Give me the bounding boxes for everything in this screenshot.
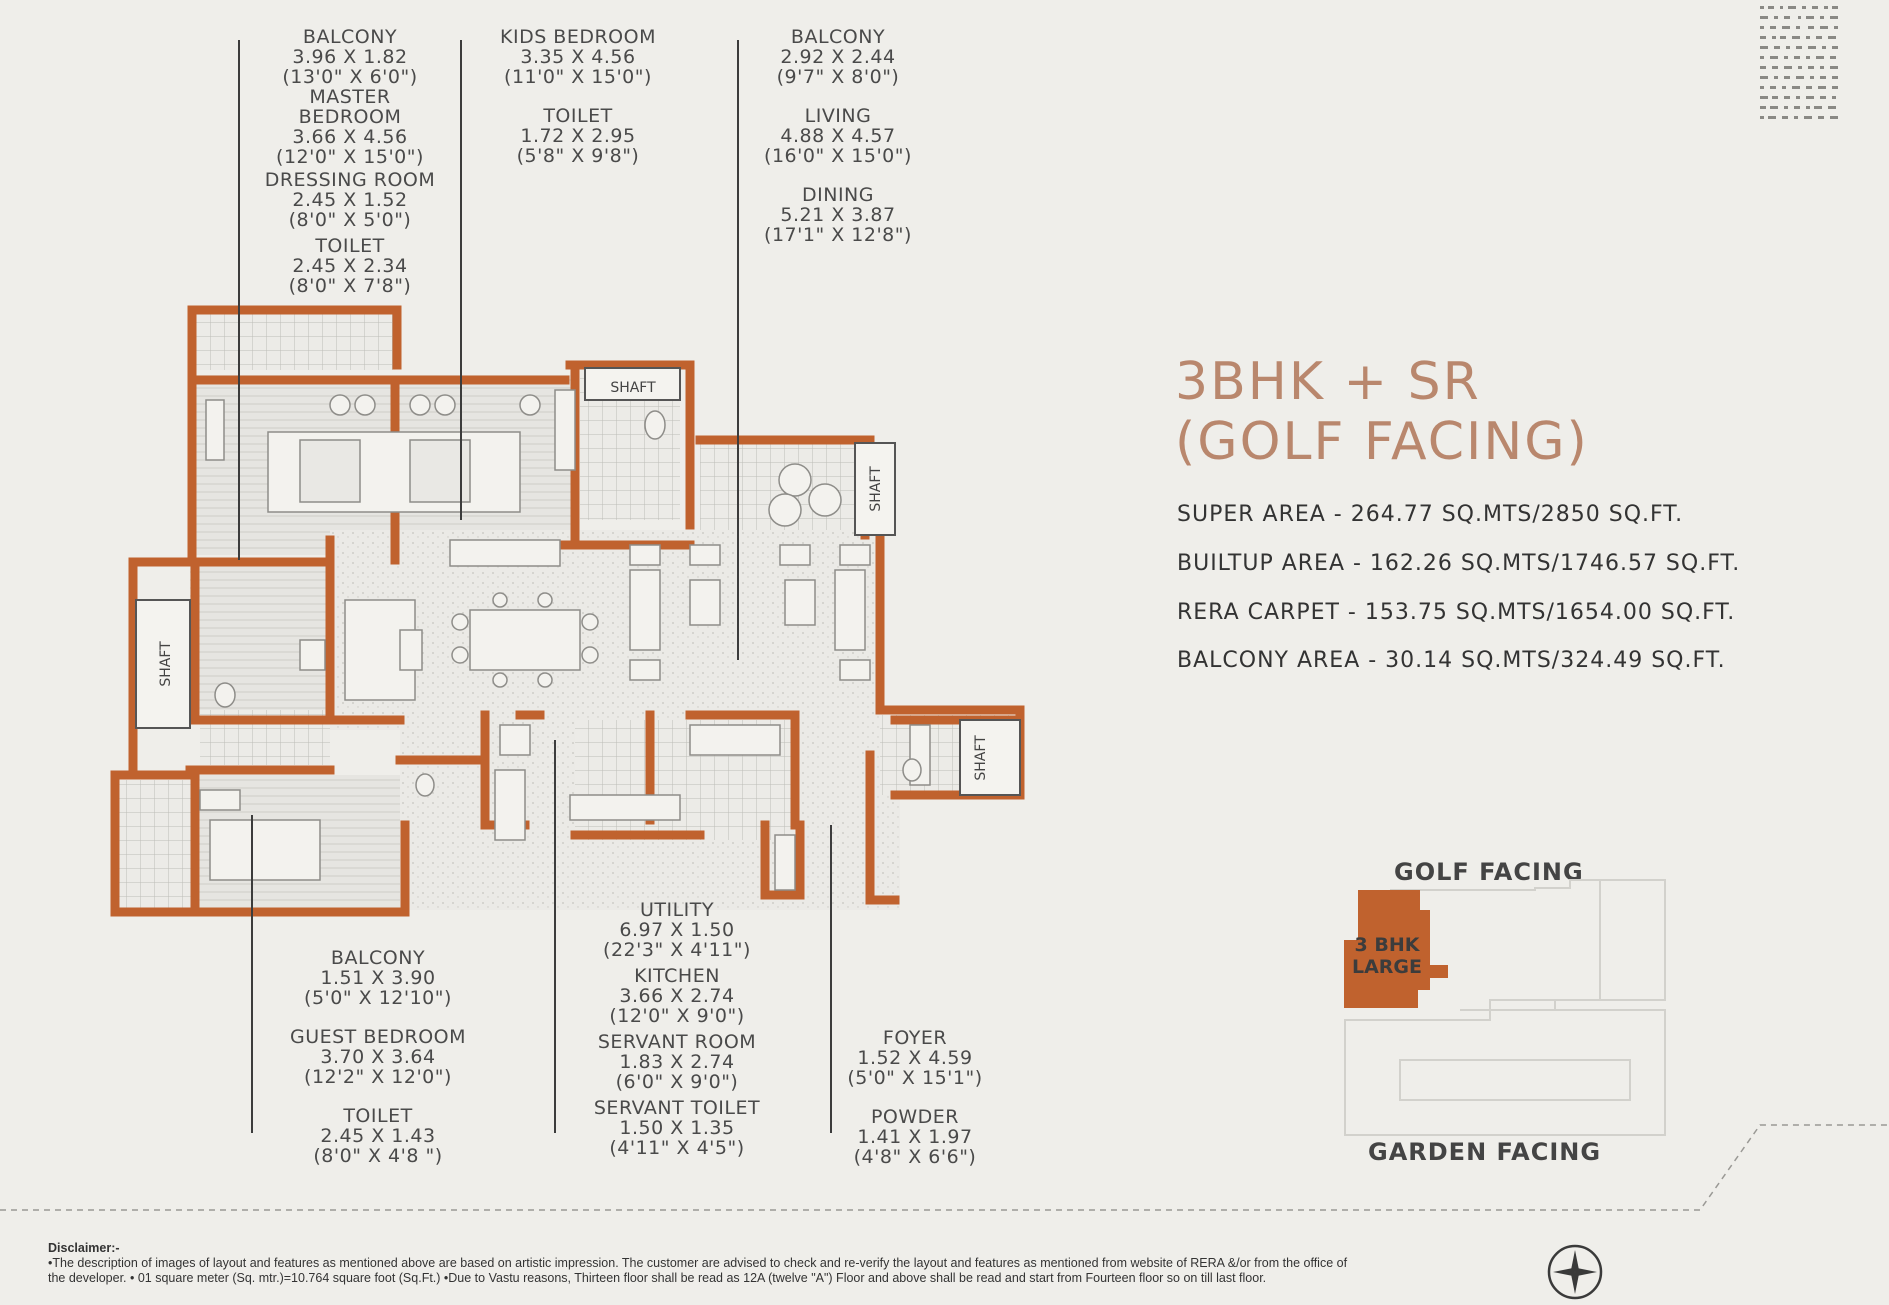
rera-carpet-area: RERA CARPET - 153.75 SQ.MTS/1654.00 SQ.FT. [1177, 600, 1736, 625]
plan-title-line2: (GOLF FACING) [1175, 412, 1589, 472]
disclaimer [48, 1241, 1348, 1286]
room-labels-bottom-left: BALCONY 1.51 X 3.90 (5'0" X 12'10") GUEST BEDROOM 3.70 X 3.64 (12'2" X 12'0") TOILET 2.45 X 1.43 (8'0" X 4'8 ") [289, 947, 466, 1167]
disclaimer-title: Disclaimer:- [48, 1241, 120, 1255]
disclaimer-text: •The description of images of layout and features as mentioned above are based on artistic impression. The customer are advised to check and re-verify the layout and features as mentioned from website of RERA &/or from the office of the developer. • 01 square meter (Sq. mtr.)=10.764 square foot (Sq.Ft.) •Due to Vastu reasons, Thirteen floor shall be read as 12A (twelve "A") Floor and above shall be read and start from Fourteen floor so on till last floor. [48, 1256, 1348, 1285]
guest-bed [210, 820, 320, 880]
plan-title-line1: 3BHK + SR [1175, 352, 1481, 412]
builtup-area: BUILTUP AREA - 162.26 SQ.MTS/1746.57 SQ.FT. [1177, 551, 1741, 576]
golf-facing-label: GOLF FACING [1394, 858, 1584, 886]
dressing-room-floor [190, 560, 330, 710]
balcony-top-left [190, 310, 395, 370]
shaft-label-right-bottom: SHAFT [973, 735, 989, 781]
leader-line-5 [554, 740, 556, 1133]
sofa-left [630, 570, 660, 650]
room-labels-bottom-center: UTILITY 6.97 X 1.50 (22'3" X 4'11") KITCHEN 3.66 X 2.74 (12'0" X 9'0") SERVANT ROOM 1.83 X 2.74 (6'0" X 9'0") SERVANT TOILET 1.50 X 1.35 (4'11" X 4'5") [593, 899, 761, 1159]
garden-facing-label: GARDEN FACING [1368, 1138, 1602, 1166]
room-labels-bottom-right: FOYER 1.52 X 4.59 (5'0" X 15'1") POWDER 1.41 X 1.97 (4'8" X 6'6") [847, 1027, 983, 1168]
key-plan [1330, 850, 1690, 1190]
balcony-bottom-left [115, 780, 195, 910]
balcony-area: BALCONY AREA - 30.14 SQ.MTS/324.49 SQ.FT. [1177, 648, 1726, 673]
room-labels-top-right: BALCONY 2.92 X 2.44 (9'7" X 8'0") LIVING 4.88 X 4.57 (16'0" X 15'0") DINING 5.21 X 3.87 (17'1" X 12'8") [764, 26, 912, 246]
room-labels-top-left: BALCONY 3.96 X 1.82 (13'0" X 6'0") MASTER BEDROOM 3.66 X 4.56 (12'0" X 15'0") DRESSING ROOM 2.45 X 1.52 (8'0" X 5'0") TOILET 2.45 X 2.34 (8'0" X 7'8") [264, 26, 436, 297]
qr-code-icon [1758, 4, 1840, 126]
unit-label-line1: 3 BHK [1354, 934, 1420, 956]
sofa-right [835, 570, 865, 650]
shaft-label-left: SHAFT [158, 641, 174, 687]
dining-table [470, 610, 580, 670]
shaft-label-top: SHAFT [610, 380, 656, 396]
leader-line-4 [251, 815, 253, 1133]
shaft-label-right-top: SHAFT [868, 466, 884, 512]
super-area: SUPER AREA - 264.77 SQ.MTS/2850 SQ.FT. [1177, 502, 1684, 527]
unit-label-line2: LARGE [1351, 956, 1423, 978]
compass-icon [1545, 1242, 1605, 1302]
room-labels-top-center: KIDS BEDROOM 3.35 X 4.56 (11'0" X 15'0") TOILET 1.72 X 2.95 (5'8" X 9'8") [500, 26, 656, 167]
